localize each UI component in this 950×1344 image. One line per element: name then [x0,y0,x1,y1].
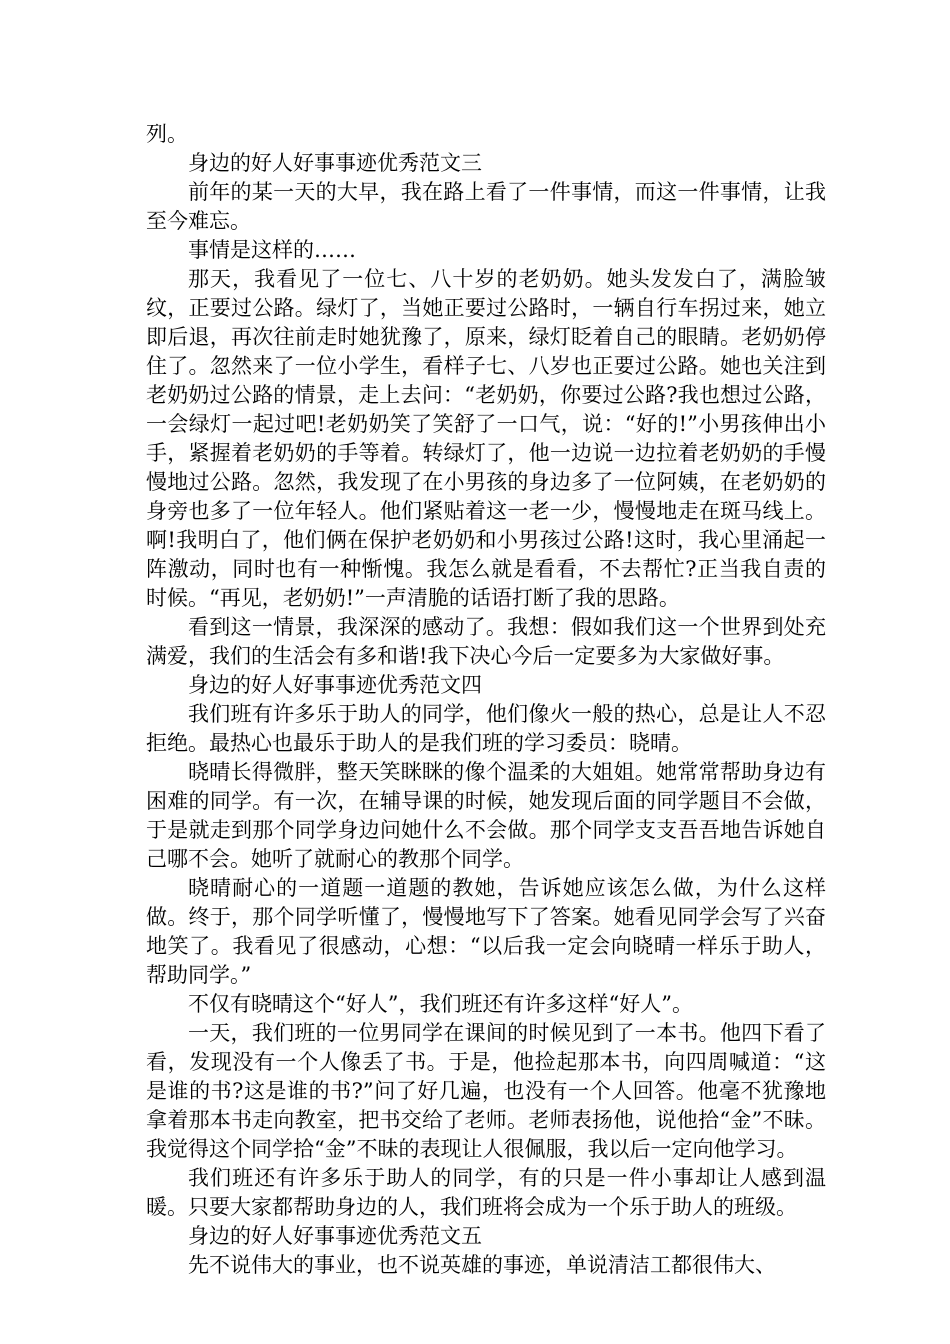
section-heading-4: 身边的好人好事事迹优秀范文四 [188,673,482,697]
paragraph: 先不说伟大的事业，也不说英雄的事迹，单说清洁工都很伟大、 [188,1253,776,1277]
paragraph: 我们班有许多乐于助人的同学，他们像火一般的热心，总是让人不忍拒绝。最热心也最乐于助人的是我们班的学习委员：晓晴。 [146,702,826,755]
section-heading-5: 身边的好人好事事迹优秀范文五 [188,1224,482,1248]
paragraph: 看到这一情景，我深深的感动了。我想：假如我们这一个世界到处充满爱，我们的生活会有多和谐!我下决心今后一定要多为大家做好事。 [146,615,826,668]
paragraph: 前年的某一天的大早，我在路上看了一件事情，而这一件事情，让我至今难忘。 [146,180,826,233]
paragraph: 一天，我们班的一位男同学在课间的时候见到了一本书。他四下看了看，发现没有一个人像丢了书。于是，他捡起那本书，向四周喊道：“这是谁的书?这是谁的书?”问了好几遍，也没有一个人回答。他毫不犹豫地拿着那本书走向教室，把书交给了老师。老师表扬他，说他拾“金”不昧。我觉得这个同学拾“金”不昧的表现让人很佩服，我以后一定向他学习。 [146,1021,826,1161]
paragraph-continuation: 列。 [146,122,188,146]
section-heading-3: 身边的好人好事事迹优秀范文三 [188,151,482,175]
paragraph: 那天，我看见了一位七、八十岁的老奶奶。她头发发白了，满脸皱纹，正要过公路。绿灯了，当她正要过公路时，一辆自行车拐过来，她立即后退，再次往前走时她犹豫了，原来，绿灯眨着自己的眼睛。老奶奶停住了。忽然来了一位小学生，看样子七、八岁也正要过公路。她也关注到老奶奶过公路的情景，走上去问：“老奶奶，你要过公路?我也想过公路，一会绿灯一起过吧!老奶奶笑了笑舒了一口气，说：“好的!”小男孩伸出小手，紧握着老奶奶的手等着。转绿灯了，他一边说一边拉着老奶奶的手慢慢地过公路。忽然，我发现了在小男孩的身边多了一位阿姨，在老奶奶的身旁也多了一位年轻人。他们紧贴着这一老一少，慢慢地走在斑马线上。啊!我明白了，他们俩在保护老奶奶和小男孩过公路!这时，我心里涌起一阵激动，同时也有一种惭愧。我怎么就是看看，不去帮忙?正当我自责的时候。“再见，老奶奶!”一声清脆的话语打断了我的思路。 [146,267,826,610]
paragraph: 晓晴长得微胖，整天笑眯眯的像个温柔的大姐姐。她常常帮助身边有困难的同学。有一次，在辅导课的时候，她发现后面的同学题目不会做，于是就走到那个同学身边问她什么不会做。那个同学支支吾吾地告诉她自己哪不会。她听了就耐心的教那个同学。 [146,760,826,871]
paragraph: 晓晴耐心的一道题一道题的教她，告诉她应该怎么做，为什么这样做。终于，那个同学听懂了，慢慢地写下了答案。她看见同学会写了兴奋地笑了。我看见了很感动，心想：“以后我一定会向晓晴一样乐于助人，帮助同学。” [146,876,826,987]
paragraph: 我们班还有许多乐于助人的同学，有的只是一件小事却让人感到温暖。只要大家都帮助身边的人，我们班将会成为一个乐于助人的班级。 [146,1166,826,1219]
paragraph: 不仅有晓晴这个“好人”，我们班还有许多这样“好人”。 [188,992,693,1016]
document-page [146,120,826,1280]
paragraph: 事情是这样的…… [188,238,356,262]
